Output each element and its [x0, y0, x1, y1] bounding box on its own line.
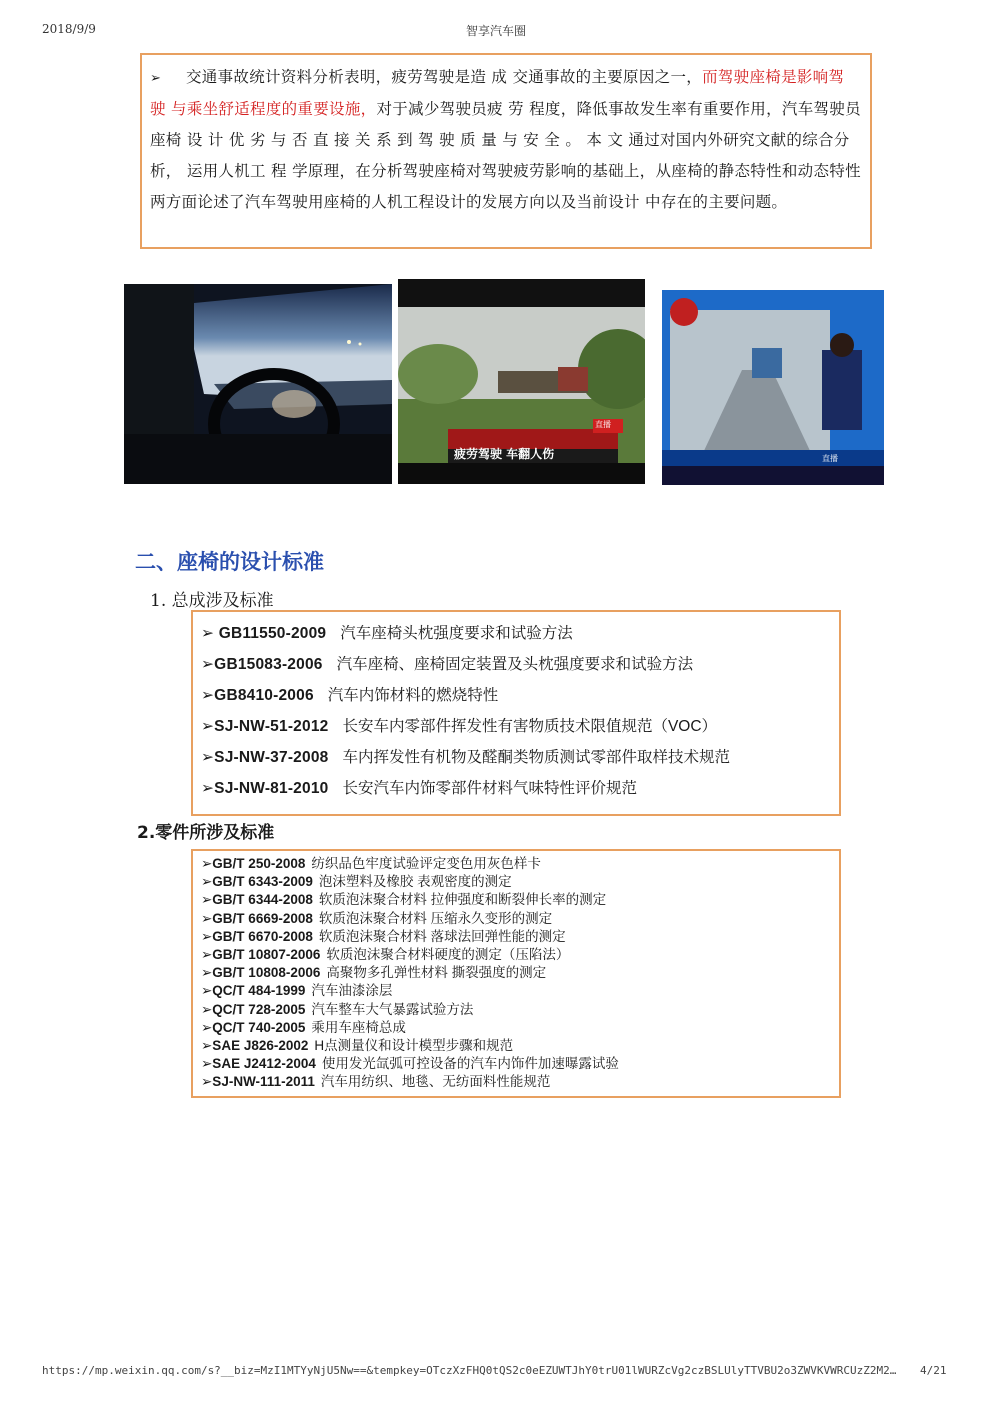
standard-code: ➢GB/T 6343-2009: [201, 874, 313, 890]
photo-night-driving: [124, 284, 392, 484]
standard-desc: 汽车内饰材料的燃烧特性: [327, 687, 499, 704]
standard-desc: 车内挥发性有机物及醛酮类物质测试零部件取样技术规范: [342, 749, 730, 766]
standard-row: [201, 873, 831, 891]
standard-row: [201, 910, 831, 928]
subsection-assembly-title: 1. 总成涉及标准: [150, 591, 274, 611]
standard-desc: 汽车整车大气暴露试验方法: [311, 1001, 474, 1017]
footer-page-number: 4/21: [920, 1364, 947, 1377]
standard-desc: 软质泡沫聚合材料 拉伸强度和断裂伸长率的测定: [318, 892, 607, 908]
standard-code: ➢GB/T 250-2008: [201, 856, 306, 871]
standard-row: [201, 964, 831, 982]
standard-row: [201, 1073, 831, 1091]
standard-code: ➢GB/T 10807-2006: [201, 946, 321, 962]
section-title: 二、座椅的设计标准: [135, 550, 324, 574]
standard-desc: 长安汽车内饰零部件材料气味特性评价规范: [342, 780, 637, 797]
news-live-badge: 直播: [595, 420, 611, 429]
intro-text-highlight: 而驾驶座椅是影响驾 驶 与乘坐舒适程度的重要设施，: [150, 68, 845, 118]
standard-code: ➢SAE J826-2002: [201, 1037, 309, 1053]
standard-row: [201, 928, 831, 946]
standard-code: ➢GB15083-2006: [201, 656, 323, 673]
news-live-badge-2: 直播: [822, 454, 838, 463]
standard-code: ➢GB/T 10808-2006: [201, 965, 321, 981]
header-date: 2018/9/9: [42, 22, 96, 36]
standard-desc: 长安车内零部件挥发性有害物质技术限值规范（VOC）: [342, 718, 718, 735]
standard-desc: 汽车用纺织、地毯、无纺面料性能规范: [320, 1074, 551, 1090]
standard-code: ➢SJ-NW-51-2012: [201, 718, 329, 735]
standard-row: [201, 649, 831, 680]
standard-desc: 高聚物多孔弹性材料 撕裂强度的测定: [326, 965, 547, 981]
standard-desc: 乘用车座椅总成: [311, 1019, 406, 1035]
intro-box: [140, 53, 872, 249]
standard-code: ➢SJ-NW-81-2010: [201, 780, 329, 797]
standard-desc: 软质泡沫聚合材料 落球法回弹性能的测定: [318, 928, 566, 944]
intro-text-start: 交通事故统计资料分析表明，疲劳驾驶是造 成 交通事故的主要原因之一，: [186, 68, 703, 86]
photo-news-anchor-fog: [662, 290, 884, 485]
header-title: 智享汽车圈: [465, 24, 526, 38]
standard-row: [201, 773, 831, 804]
standard-desc: 汽车油漆涂层: [311, 983, 393, 999]
standard-row: [201, 891, 831, 909]
standard-code: ➢SJ-NW-37-2008: [201, 749, 329, 766]
standard-desc: 汽车座椅头枕强度要求和试验方法: [340, 625, 573, 642]
standard-row: [201, 1019, 831, 1037]
standard-row: [201, 680, 831, 711]
standard-row: [201, 855, 831, 873]
bullet-arrow-icon: ➢: [150, 71, 162, 86]
standard-desc: 软质泡沫聚合材料硬度的测定（压陷法）: [326, 946, 570, 962]
standard-row: [201, 618, 831, 649]
standard-row: [201, 742, 831, 773]
standard-code: ➢GB/T 6344-2008: [201, 892, 313, 908]
part-standards-box: [191, 849, 841, 1098]
footer-url[interactable]: https://mp.weixin.qq.com/s?__biz=MzI1MTYyNjU5Nw==&tempkey=OTczXzFHQ0tQS2c0eEZUWTJhY0trU01lWURZcVg2czBSLUlyTTVBU2o3ZWVKVWRCUzZ2M2…: [42, 1364, 897, 1377]
standard-desc: 汽车座椅、座椅固定装置及头枕强度要求和试验方法: [336, 656, 694, 673]
standard-code: ➢ GB11550-2009: [201, 625, 327, 642]
subsection-parts-title: 2.零件所涉及标准: [137, 823, 275, 843]
standard-row: [201, 982, 831, 1000]
standard-desc: 软质泡沫聚合材料 压缩永久变形的测定: [318, 910, 553, 926]
standard-desc: 使用发光氙弧可控设备的汽车内饰件加速曝露试验: [321, 1056, 619, 1072]
standard-desc: 纺织品色牢度试验评定变色用灰色样卡: [311, 856, 541, 871]
standard-row: [201, 946, 831, 964]
intro-text-rest: 对于减少驾驶员疲 劳 程度，降低事故发生率有重要作用，汽车驾驶员座椅 设 计 优 劣 与 否 直 接 关 系 到 驾 驶 质 量 与 安 全 。 本 文 通过对国内外研究文献的综合分析， 运用人机工 程 学原理，在分析驾驶座椅对驾驶疲劳影响的基础上，从座椅的静态特性和动态特性两方面论述了汽车驾驶用座椅的人机工程设计的发展方向以及当前设计 中存在的主要问题。: [150, 100, 861, 211]
standard-code: ➢QC/T 484-1999: [201, 983, 306, 999]
standard-code: ➢GB8410-2006: [201, 687, 314, 704]
standard-row: [201, 1037, 831, 1055]
standard-row: [201, 1055, 831, 1073]
assembly-standards-box: [191, 610, 841, 816]
standard-row: [201, 711, 831, 742]
standard-code: ➢GB/T 6669-2008: [201, 910, 313, 926]
standard-code: ➢SJ-NW-111-2011: [201, 1074, 315, 1090]
standard-code: ➢GB/T 6670-2008: [201, 928, 313, 944]
photo-news-truck-accident: [398, 279, 645, 484]
standard-code: ➢QC/T 728-2005: [201, 1001, 306, 1017]
standard-code: ➢SAE J2412-2004: [201, 1056, 316, 1072]
standard-desc: H点测量仪和设计模型步骤和规范: [314, 1037, 514, 1053]
standard-desc: 泡沫塑料及橡胶 表观密度的测定: [318, 874, 512, 890]
news-caption: 疲劳驾驶 车翻人伤: [454, 447, 555, 461]
standard-code: ➢QC/T 740-2005: [201, 1019, 306, 1035]
standard-row: [201, 1001, 831, 1019]
